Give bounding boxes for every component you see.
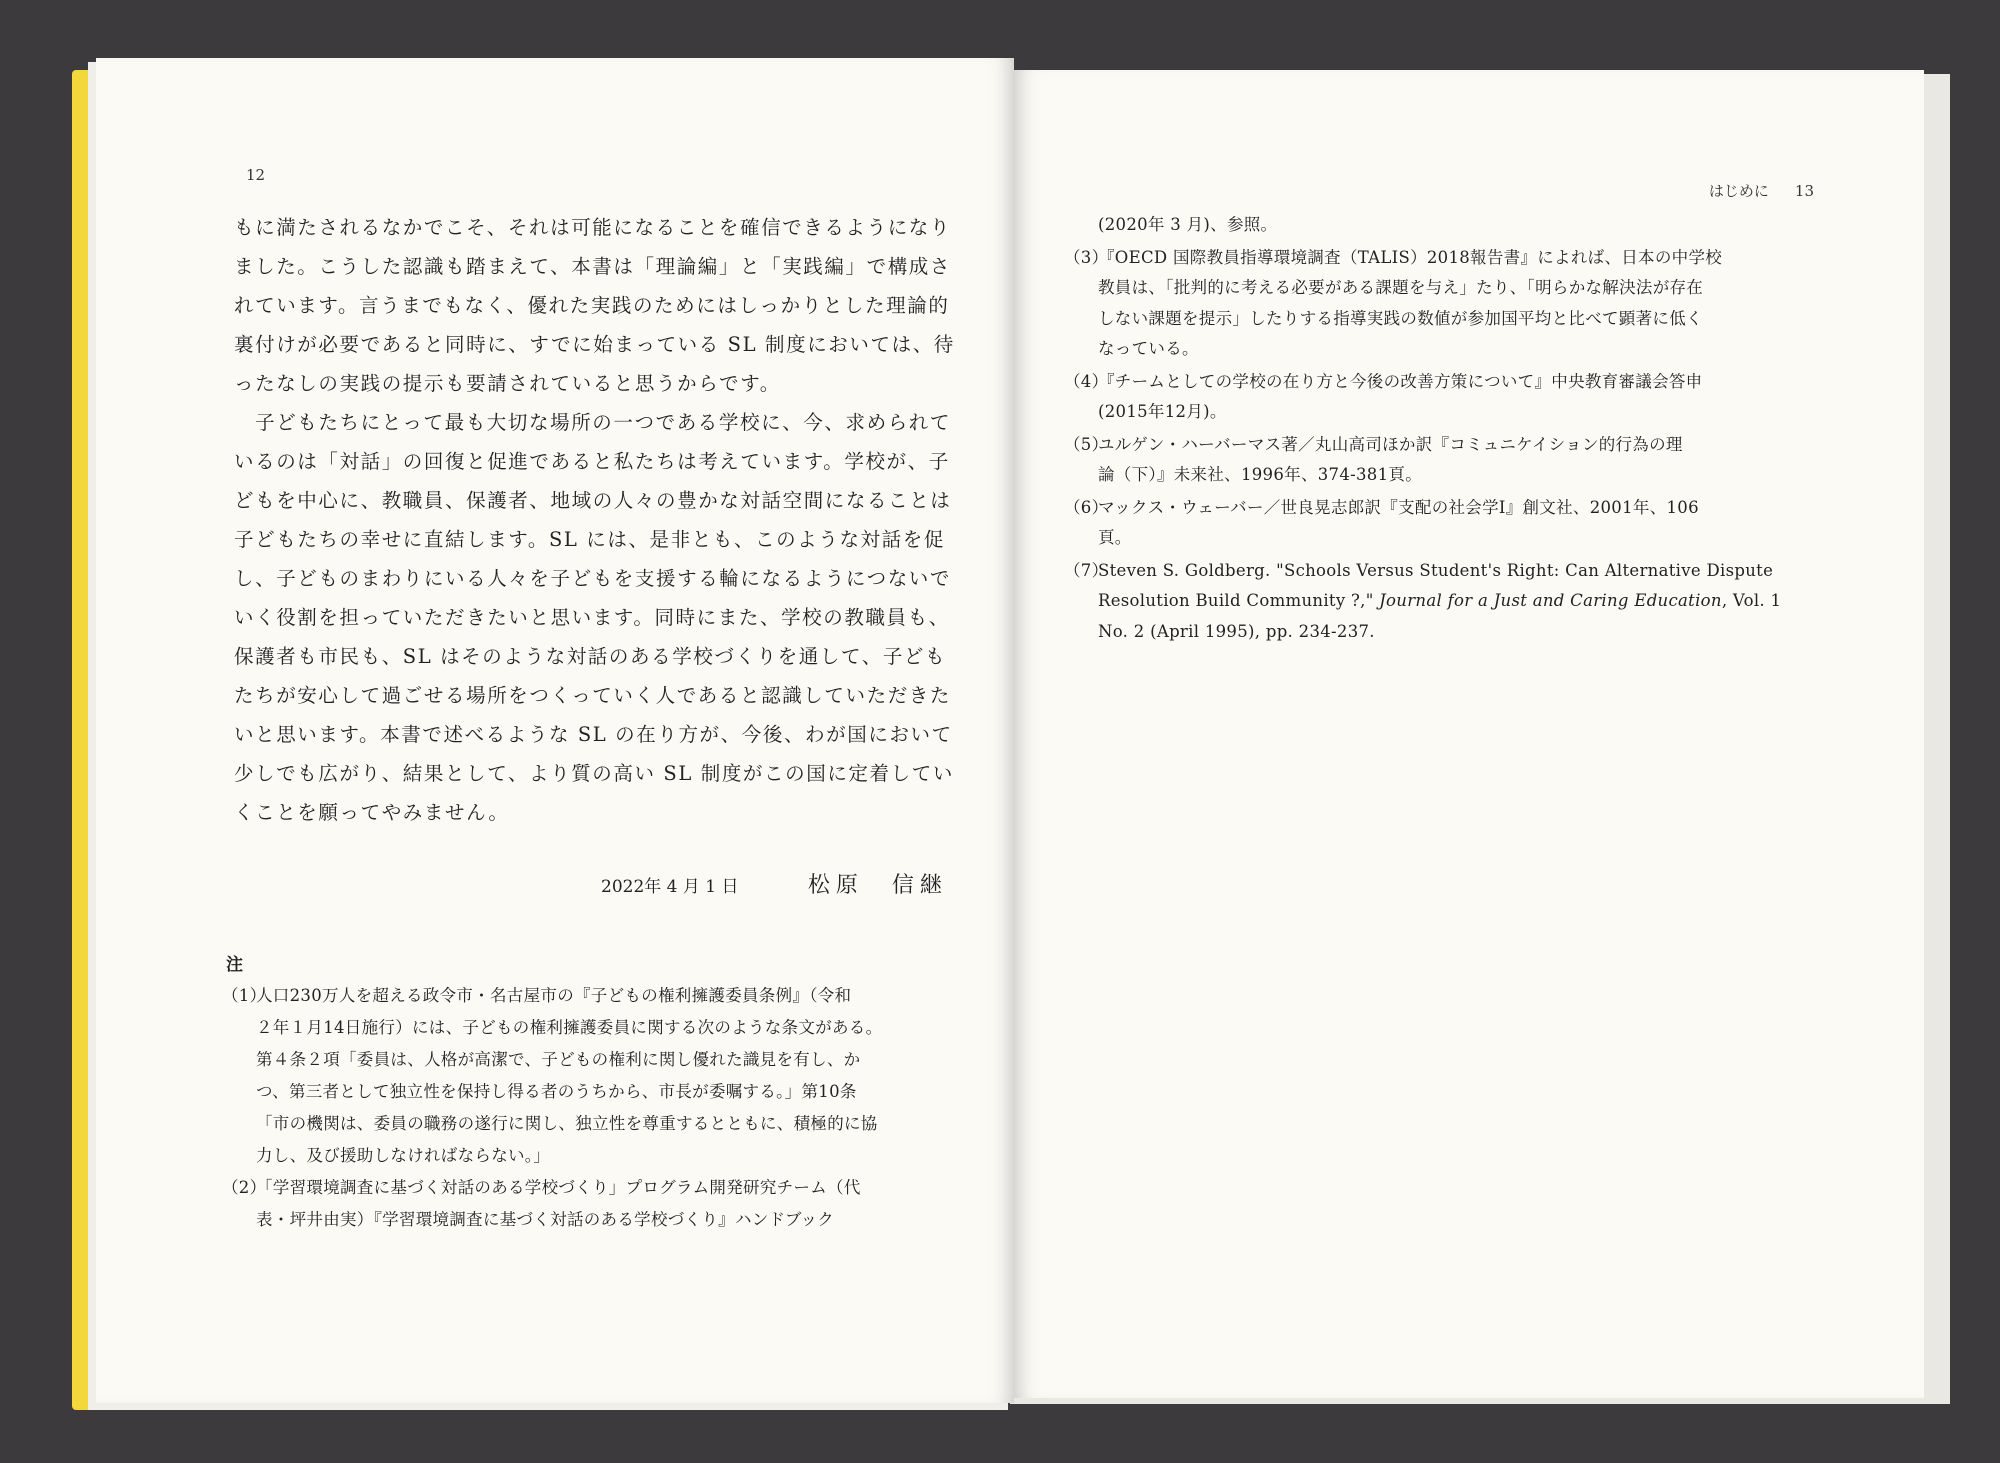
note-line: Steven S. Goldberg. "Schools Versus Student's Right: Can Alternative Dispute — [1098, 560, 1774, 580]
note-number: （5） — [1064, 434, 1109, 454]
signature-author: 松原 信継 — [807, 873, 948, 898]
page-number: 12 — [246, 166, 266, 184]
running-header — [1683, 180, 1814, 201]
note-line: 『チームとしての学校の在り方と今後の改善方策について』中央教育審議会答申 — [1098, 371, 1703, 391]
body-line: 少しでも広がり、結果として、より質の高い SL 制度がこの国に定着してい — [234, 762, 954, 785]
note-item — [1064, 243, 1824, 365]
note-number: （6） — [1064, 497, 1109, 517]
body-line: くことを願ってやみません。 — [234, 801, 510, 824]
body-line: れています。言うまでもなく、優れた実践のためにはしっかりとした理論的 — [234, 294, 950, 317]
note-number: （3） — [1064, 247, 1109, 267]
note-number: （2） — [222, 1178, 267, 1197]
note-item — [1064, 556, 1824, 648]
note-number: （1） — [222, 986, 267, 1005]
note-line — [1098, 586, 1824, 617]
note-item — [222, 980, 942, 1172]
body-text — [234, 208, 955, 832]
note-line: 頁。 — [1098, 528, 1132, 547]
note-line: マックス・ウェーバー／世良晃志郎訳『支配の社会学Ⅰ』創文社、2001年、106 — [1098, 497, 1699, 517]
note-text: , Vol. 1 — [1721, 591, 1782, 610]
note-text: Resolution Build Community ?," — [1098, 591, 1380, 610]
note-line: 第４条２項「委員は、人格が高潔で、子どもの権利に関し優れた識見を有し、か — [256, 1050, 861, 1069]
header-title: はじめに — [1708, 182, 1769, 200]
body-line: いるのは「対話」の回復と促進であると私たちは考えています。学校が、子 — [234, 450, 950, 473]
note-item — [222, 1172, 942, 1236]
note-line: 力し、及び援助しなければならない。」 — [256, 1146, 551, 1165]
notes-list — [222, 980, 942, 1236]
page-number: 13 — [1794, 182, 1814, 200]
note-item — [1064, 493, 1824, 554]
note-line: (2015年12月)。 — [1098, 402, 1227, 421]
notes-list — [1064, 210, 1824, 647]
body-line: 子どもたちの幸せに直結します。SL には、是非とも、このような対話を促 — [234, 528, 945, 551]
note-line: No. 2 (April 1995), pp. 234-237. — [1098, 621, 1375, 641]
body-line: いく役割を担っていただきたいと思います。同時にまた、学校の教職員も、 — [234, 606, 950, 629]
body-line: もに満たされるなかでこそ、それは可能になることを確信できるようになり — [234, 216, 952, 239]
note-line: 「市の機関は、委員の職務の遂行に関し、独立性を尊重するとともに、積極的に協 — [256, 1114, 878, 1133]
note-line: 人口230万人を超える政令市・名古屋市の『子どもの権利擁護委員条例』（令和 — [256, 986, 852, 1005]
note-item — [1064, 430, 1824, 491]
note-line: 教員は、「批判的に考える必要がある課題を与え」たり、「明らかな解決法が存在 — [1098, 278, 1704, 297]
signature — [601, 868, 948, 899]
notes-heading: 注 — [226, 955, 243, 975]
note-line: 表・坪井由実）『学習環境調査に基づく対話のある学校づくり』ハンドブック — [256, 1210, 835, 1229]
body-line: 保護者も市民も、SL はそのような対話のある学校づくりを通して、子ども — [234, 645, 947, 668]
note-line: なっている。 — [1098, 339, 1199, 358]
right-page — [1014, 70, 1924, 1398]
note-line: しない課題を提示」したりする指導実践の数値が参加国平均と比べて顕著に低く — [1098, 308, 1703, 328]
journal-title: Journal for a Just and Caring Education — [1379, 591, 1722, 610]
body-line: たちが安心して過ごせる場所をつくっていく人であると認識していただきた — [234, 684, 952, 707]
note-continuation: (2020年 3 月)、参照。 — [1098, 215, 1278, 234]
note-line: つ、第三者として独立性を保持し得る者のうちから、市長が委嘱する。」第10条 — [256, 1082, 857, 1101]
body-line: 裏付けが必要であると同時に、すでに始まっている SL 制度においては、待 — [234, 333, 955, 356]
note-line: 『OECD 国際教員指導環境調査（TALIS）2018報告書』によれば、日本の中学校 — [1098, 247, 1723, 267]
body-line: いと思います。本書で述べるような SL の在り方が、今後、わが国において — [234, 723, 953, 746]
body-line: ったなしの実践の提示も要請されていると思うからです。 — [234, 372, 781, 395]
body-line: 子どもたちにとって最も大切な場所の一つである学校に、今、求められて — [234, 411, 952, 434]
body-line: どもを中心に、教職員、保護者、地域の人々の豊かな対話空間になることは — [234, 489, 952, 512]
body-line: ました。こうした認識も踏まえて、本書は「理論編」と「実践編」で構成さ — [234, 255, 952, 278]
left-page — [96, 58, 1014, 1403]
note-number: （4） — [1064, 371, 1109, 391]
note-line: 論（下）』未来社、1996年、374-381頁。 — [1098, 465, 1423, 484]
note-line: ユルゲン・ハーバーマス著／丸山高司ほか訳『コミュニケイション的行為の理 — [1098, 434, 1683, 454]
body-line: し、子どものまわりにいる人々を子どもを支援する輪になるようにつないで — [234, 567, 952, 590]
note-line: ２年１月14日施行）には、子どもの権利擁護委員に関する次のような条文がある。 — [256, 1018, 883, 1037]
note-line: 「学習環境調査に基づく対話のある学校づくり」プログラム開発研究チーム（代 — [256, 1178, 861, 1197]
note-item — [1064, 367, 1824, 428]
signature-date: 2022年 4 月 1 日 — [601, 877, 739, 897]
note-number: （7） — [1064, 560, 1109, 580]
